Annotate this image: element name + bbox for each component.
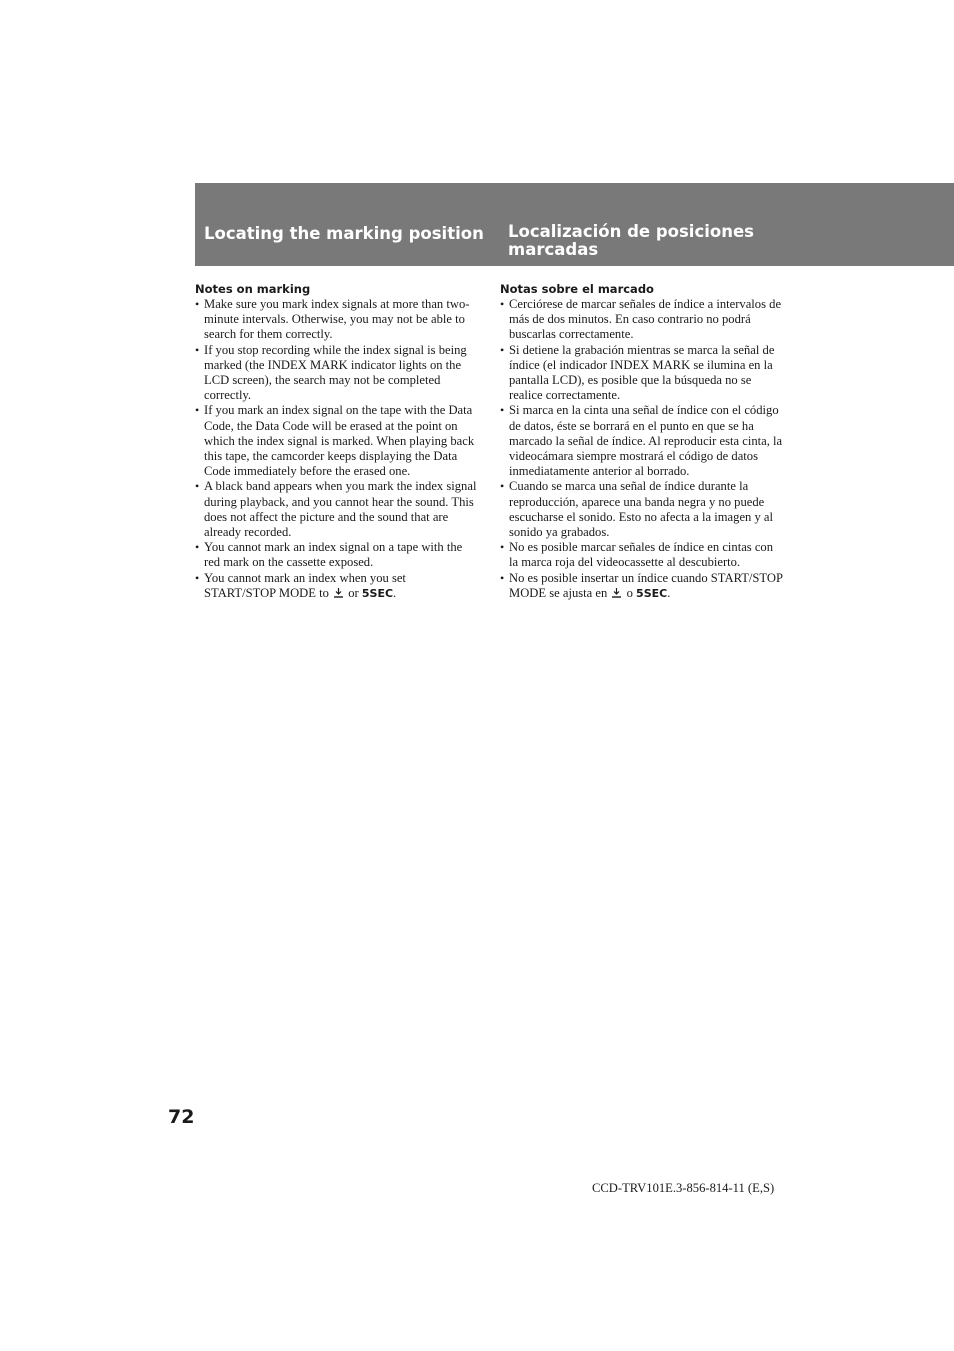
notes-heading-english: Notes on marking [195,282,311,296]
list-item: • You cannot mark an index signal on a tape with the red mark on the cassette exposed. [195,540,480,570]
page-number: 72 [168,1106,195,1128]
list-item: • No es posible marcar señales de índice en cintas con la marca roja del videocassette al descubierto. [500,540,785,570]
notes-list-spanish [500,297,785,601]
list-item: • Cerciórese de marcar señales de índice a intervalos de más de dos minutos. En caso contrario no podrá buscarlas correctamente. [500,297,785,343]
spanish-column [500,282,785,601]
list-item-text: or [348,585,359,600]
list-item: • Make sure you mark index signals at more than two-minute intervals. Otherwise, you may not be able to search for them correctly. [195,297,480,343]
section-title-spanish: Localización de posiciones marcadas [508,222,754,259]
notes-list-english [195,297,480,601]
start-stop-mode-icon [611,587,622,598]
notes-heading-spanish: Notas sobre el marcado [500,282,654,296]
section-title-english: Locating the marking position [204,224,484,243]
list-item-text: No es posible insertar un índice cuando START/STOP MODE se ajusta en [509,570,783,600]
start-stop-mode-icon [333,587,344,598]
list-item: • Si marca en la cinta una señal de índice con el código de datos, éste se borrará en el punto en que se ha marcado la señal de índice. Al reproducir esta cinta, la videocámara siempre mostrará el código de datos inmediatamente anterior al borrado. [500,403,785,479]
five-sec-label: 5SEC [636,586,668,600]
list-item: • If you stop recording while the index signal is being marked (the INDEX MARK indicator lights on the LCD screen), the search may not be completed correctly. [195,343,480,404]
list-item-text: . [393,585,397,600]
list-item-text: o [626,585,633,600]
list-item: • If you mark an index signal on the tape with the Data Code, the Data Code will be erased at the point on which the index signal is marked. When playing back this tape, the camcorder keeps displaying the Data Code immediately before the erased one. [195,403,480,479]
document-code: CCD-TRV101E.3-856-814-11 (E,S) [592,1181,775,1195]
list-item: • Cuando se marca una señal de índice durante la reproducción, aparece una banda negra y no puede escucharse el sonido. Esto no afecta a la imagen y al sonido ya grabados. [500,479,785,540]
list-item [195,571,480,601]
list-item-text: You cannot mark an index when you set START/STOP MODE to [204,570,406,600]
five-sec-label: 5SEC [361,586,394,600]
list-item: • Si detiene la grabación mientras se marca la señal de índice (el indicador INDEX MARK se ilumina en la pantalla LCD), es posible que la búsqueda no se realice correctamente. [500,343,785,404]
list-item: • A black band appears when you mark the index signal during playback, and you cannot hear the sound. This does not affect the picture and the sound that are already recorded. [195,479,480,540]
list-item-text: . [667,585,671,600]
list-item [500,571,785,601]
english-column [195,282,480,601]
